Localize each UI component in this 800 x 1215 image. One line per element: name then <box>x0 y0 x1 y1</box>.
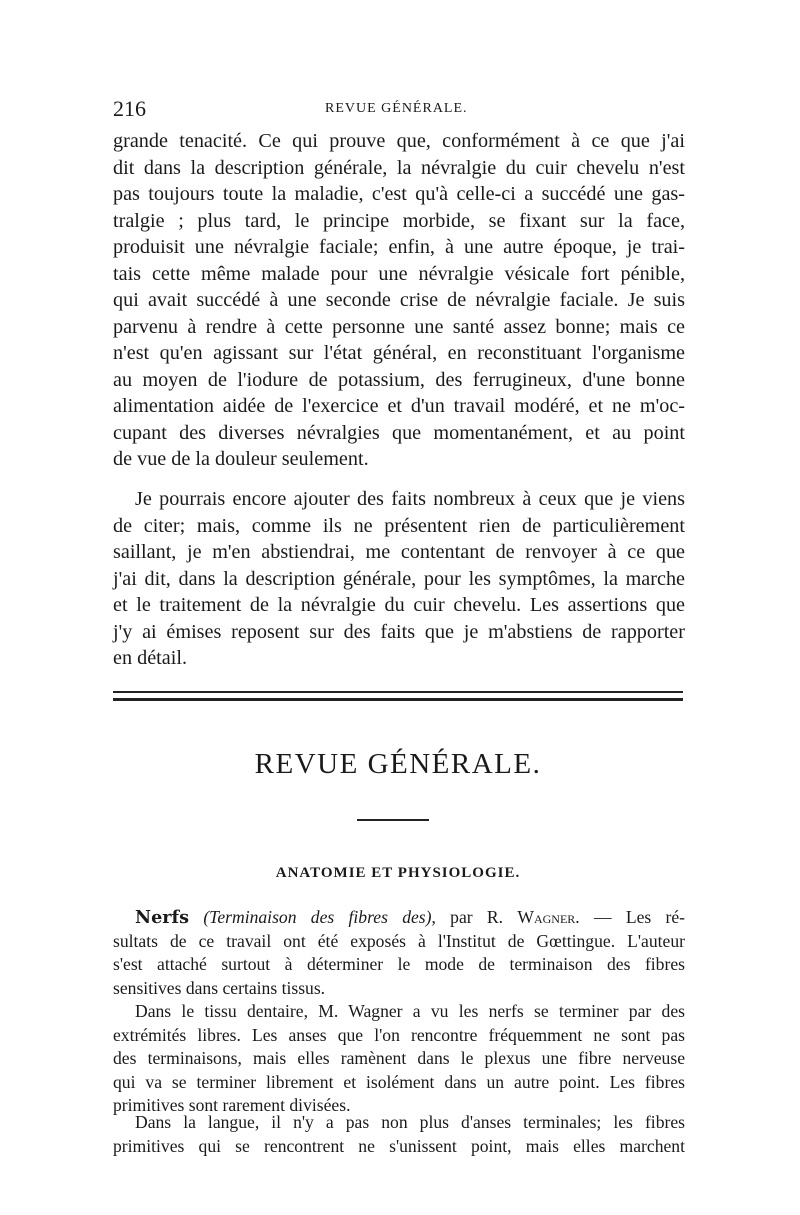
text-line: tais cette même malade pour une névralgie vésicale fort pénible, <box>113 262 685 285</box>
text-line: alimentation aidée de l'exercice et d'un travail modéré, et ne m'oc- <box>113 395 685 417</box>
article-paragraph-3 <box>113 1111 685 1158</box>
section-subtitle: ANATOMIE ET PHYSIOLOGIE. <box>275 865 521 881</box>
text-line: qui avait succédé à une seconde crise de névralgie faciale. Je suis <box>113 289 685 311</box>
text-line: en détail. <box>113 647 187 669</box>
text-line: dit dans la description générale, la névralgie du cuir chevelu n'est <box>113 156 685 179</box>
article-intro-rest: — Les ré- <box>579 907 686 927</box>
text-line: de citer; mais, comme ils ne présentent rien de particulièrement <box>113 514 685 537</box>
article-heading-line <box>113 906 685 930</box>
paragraph-1 <box>113 128 685 473</box>
double-rule-top <box>113 691 683 693</box>
article-author: Wagner. <box>517 907 580 927</box>
article-paragraph-1 <box>113 906 685 1000</box>
title-divider <box>357 819 429 821</box>
text-line: j'ai dit, dans la description générale, pour les symptômes, la marche <box>113 567 685 590</box>
text-line: Dans la langue, il n'y a pas non plus d'anses terminales; les fibres <box>135 1112 685 1132</box>
text-line: primitives qui se rencontrent ne s'unissent point, mais elles marchent <box>113 1135 685 1156</box>
text-line: saillant, je m'en abstiendrai, me contentant de renvoyer à ce que <box>113 541 685 563</box>
text-line: parvenu à rendre à cette personne une santé assez bonne; mais ce <box>113 315 685 338</box>
article-paragraph-2 <box>113 1000 685 1118</box>
text-line: n'est qu'en agissant sur l'état général, en reconstituant l'organisme <box>113 342 685 364</box>
page-header <box>113 96 683 122</box>
page-number: 216 <box>113 96 146 121</box>
text-line: de vue de la douleur seulement. <box>113 448 369 470</box>
text-line: produisit une névralgie faciale; enfin, à une autre époque, je trai- <box>113 236 685 258</box>
text-line: Je pourrais encore ajouter des faits nombreux à ceux que je viens <box>135 488 685 510</box>
text-line: extrémités libres. Les anses que l'on rencontre fréquemment ne sont pas <box>113 1024 685 1045</box>
text-line: tralgie ; plus tard, le principe morbide, se fixant sur la face, <box>113 209 685 232</box>
text-line: pas toujours toute la maladie, c'est qu'à celle-ci a succédé une gas- <box>113 183 685 205</box>
article-by: , par R. <box>431 907 504 927</box>
text-line: grande tenacité. Ce qui prouve que, conformément à ce que j'ai <box>113 130 685 152</box>
article-topic: (Terminaison des fibres des) <box>203 907 432 927</box>
paragraph-2 <box>113 486 685 672</box>
text-line: sensitives dans certains tissus. <box>113 977 326 998</box>
text-line: primitives sont rarement divisées. <box>113 1095 351 1115</box>
text-line: j'y ai émises reposent sur des faits que je m'abstiens de rapporter <box>113 620 685 643</box>
text-line: s'est attaché surtout à déterminer le mode de terminaison des fibres <box>113 954 685 974</box>
text-line: au moyen de l'iodure de potassium, des ferrugineux, d'une bonne <box>113 368 685 391</box>
text-line: des terminaisons, mais elles ramènent dans le plexus une fibre nerveuse <box>113 1048 685 1068</box>
text-line: sultats de ce travail ont été exposés à l'Institut de Gœttingue. L'auteur <box>113 930 685 951</box>
text-line: cupant des diverses névralgies que momentanément, et au point <box>113 421 685 444</box>
double-rule-bottom <box>113 698 683 701</box>
text-line: Dans le tissu dentaire, M. Wagner a vu les nerfs se terminer par des <box>135 1001 685 1021</box>
text-line: qui va se terminer librement et isolément dans un autre point. Les fibres <box>113 1071 685 1092</box>
running-title: REVUE GÉNÉRALE. <box>325 101 468 116</box>
article-keyword: Nerfs <box>135 907 190 928</box>
text-line: et le traitement de la névralgie du cuir chevelu. Les assertions que <box>113 594 685 616</box>
section-title: REVUE GÉNÉRALE. <box>254 748 542 780</box>
